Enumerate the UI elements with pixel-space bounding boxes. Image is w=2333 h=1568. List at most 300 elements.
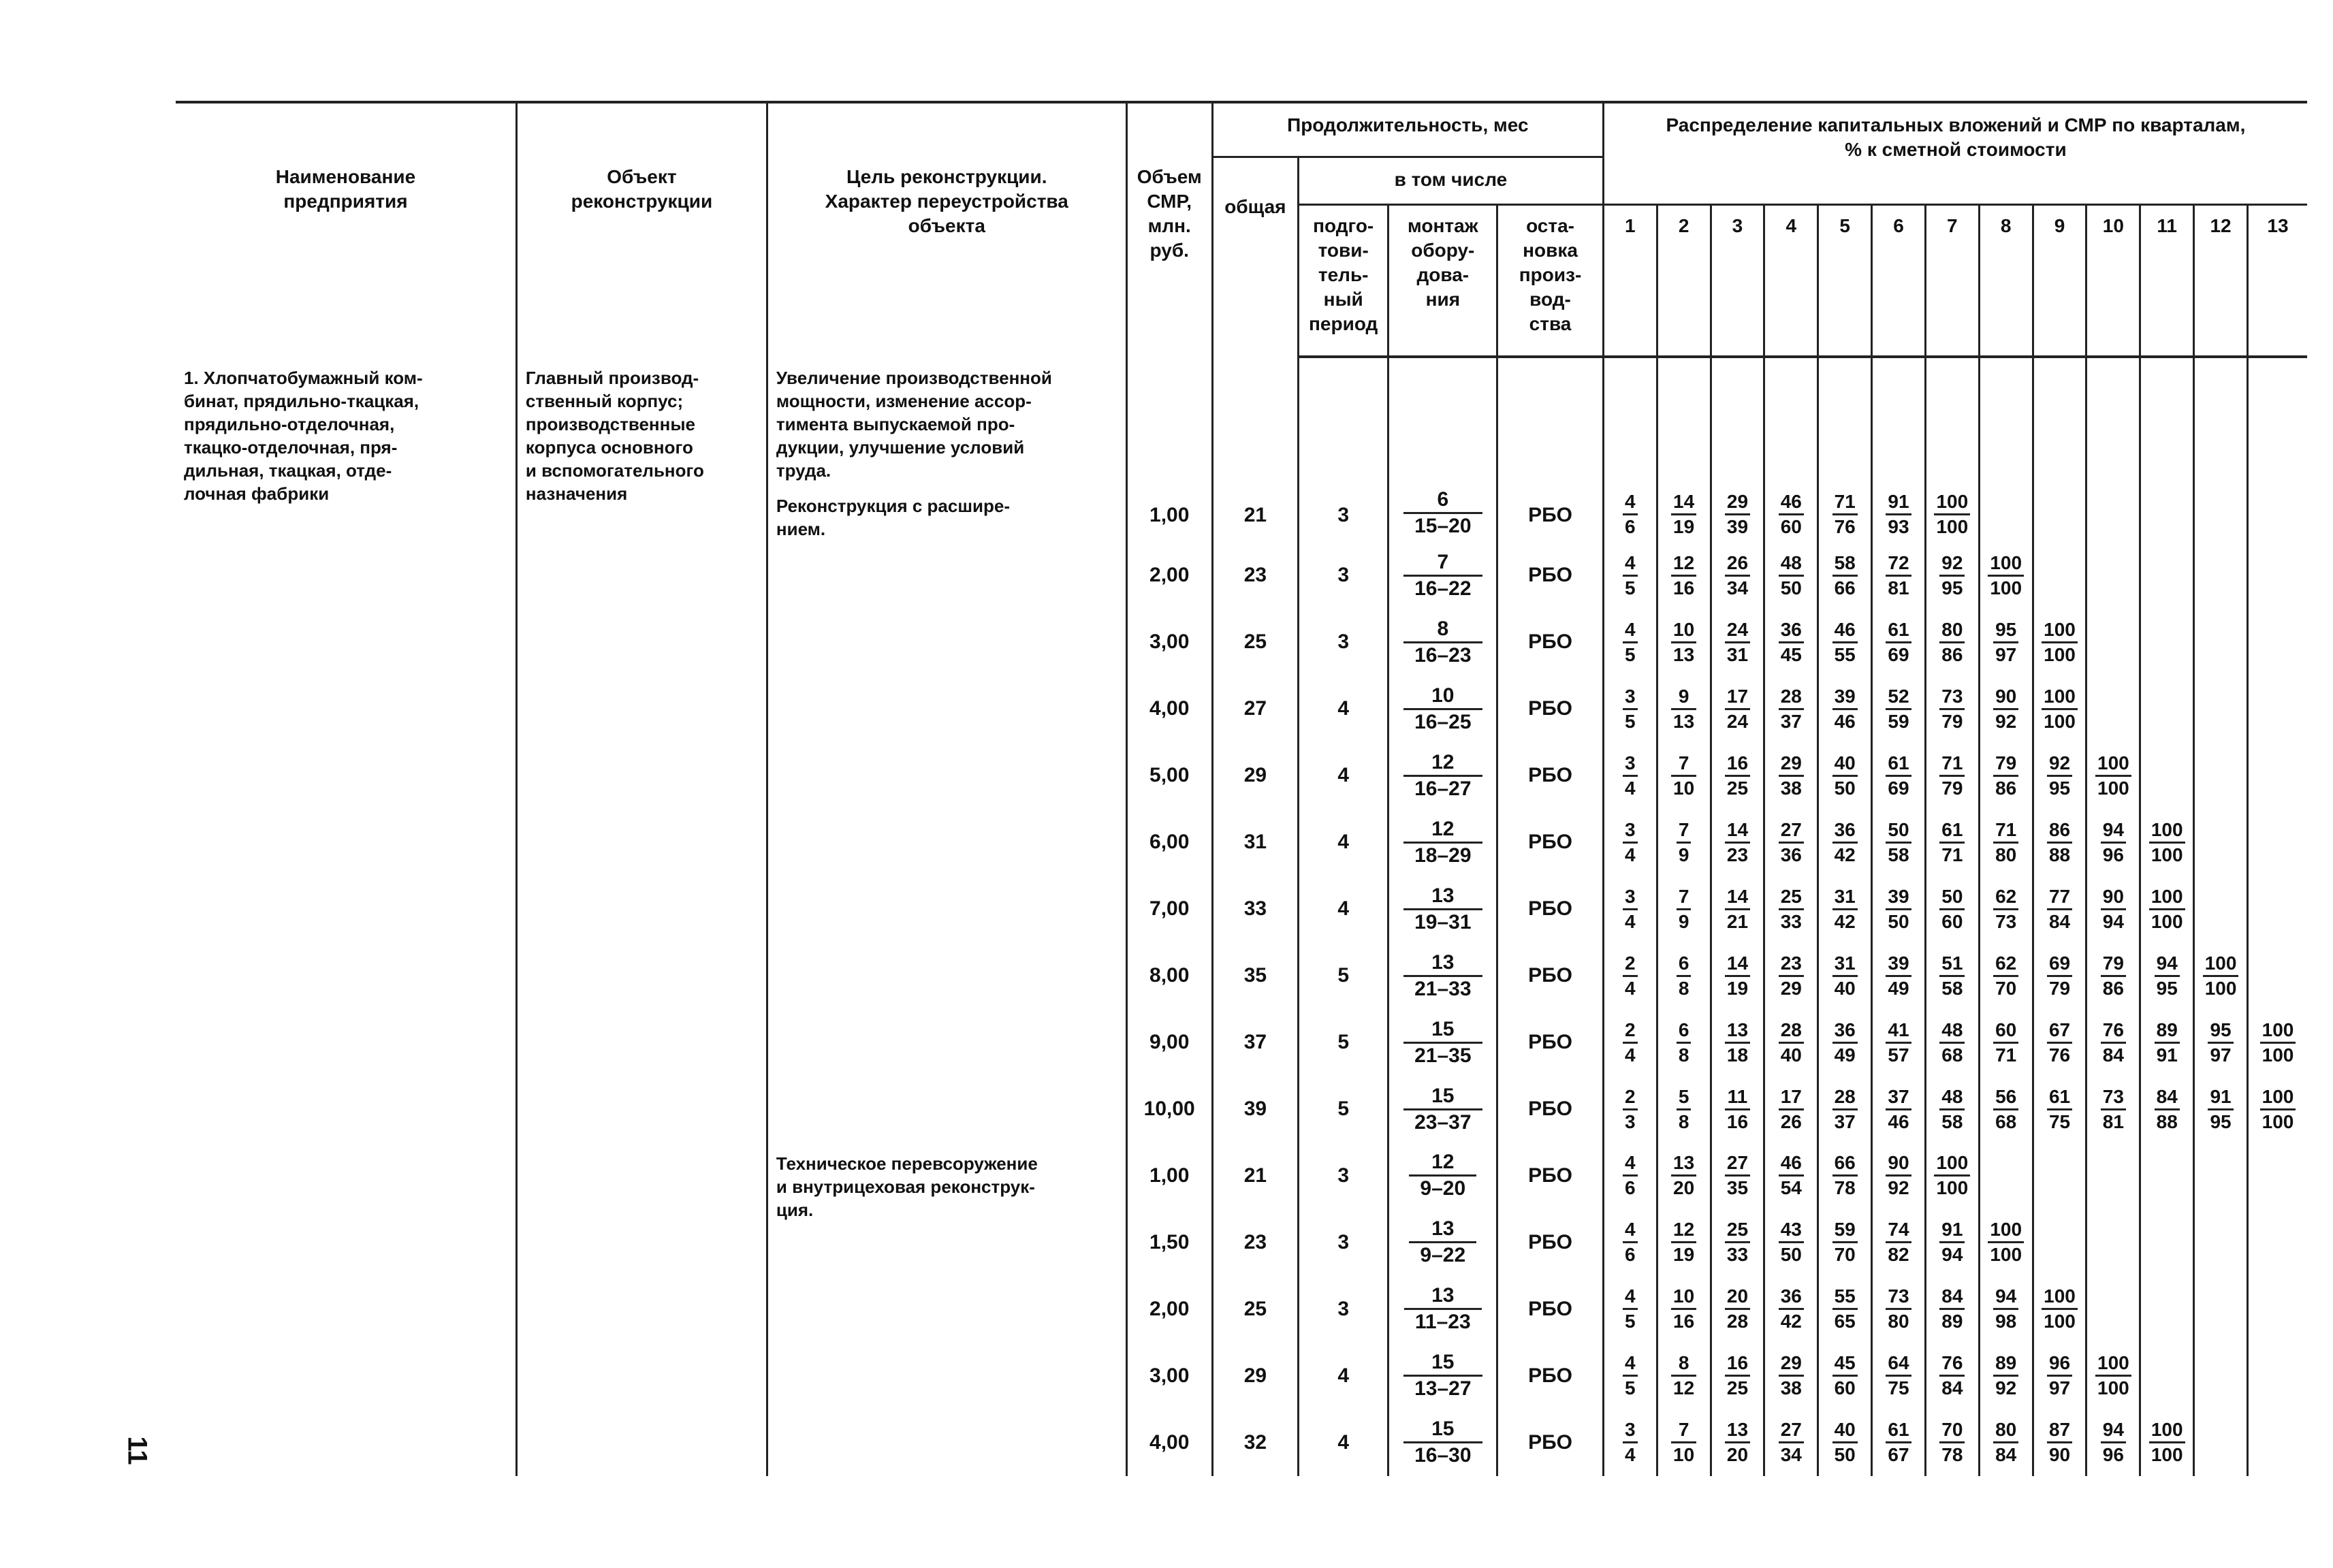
quarter-cell <box>1764 1343 1818 1409</box>
quarter-cell <box>2194 1009 2248 1076</box>
quarter-fraction <box>2047 1021 2072 1065</box>
quarter-fraction-numerator: 14 <box>1671 492 1696 515</box>
quarter-cell <box>2194 609 2248 675</box>
quarter-fraction <box>2047 820 2072 865</box>
quarter-cell <box>1711 542 1764 609</box>
quarter-cell <box>2247 876 2307 942</box>
quarter-cell <box>2086 1343 2140 1409</box>
quarter-cell <box>2033 542 2086 609</box>
quarter-cell <box>2086 942 2140 1009</box>
volume-cell: 3,00 <box>1126 1343 1212 1409</box>
quarter-cell <box>1925 942 1979 1009</box>
quarter-cell <box>1818 1142 1872 1209</box>
quarter-cell <box>2033 742 2086 809</box>
quarter-fraction-denominator: 40 <box>1834 977 1856 999</box>
volume-cell: 4,00 <box>1126 675 1212 742</box>
mount-fraction-denominator: 23–37 <box>1414 1110 1472 1134</box>
quarter-fraction-denominator: 79 <box>2048 977 2071 999</box>
quarter-fraction-numerator: 58 <box>1832 554 1858 577</box>
quarter-cell <box>1979 1343 2033 1409</box>
total-duration-cell: 21 <box>1212 357 1298 542</box>
quarter-cell <box>1603 942 1657 1009</box>
quarter-fraction <box>1623 1087 1638 1132</box>
quarter-fraction-numerator: 17 <box>1725 687 1750 710</box>
prep-period-cell: 4 <box>1298 675 1388 742</box>
quarter-fraction <box>2208 1021 2233 1065</box>
quarter-cell <box>1818 742 1872 809</box>
quarter-fraction-denominator: 84 <box>2048 910 2071 932</box>
data-table <box>176 101 2307 1476</box>
quarter-fraction <box>1779 954 1804 998</box>
quarter-fraction-denominator: 46 <box>1888 1110 1909 1132</box>
quarter-cell <box>2140 942 2194 1009</box>
quarter-cell <box>2194 1076 2248 1142</box>
quarter-cell <box>2194 542 2248 609</box>
quarter-cell <box>1657 876 1711 942</box>
total-duration-cell: 21 <box>1212 1142 1298 1209</box>
quarter-fraction-numerator: 3 <box>1623 887 1638 910</box>
mount-cell <box>1388 742 1497 809</box>
quarter-fraction-denominator: 6 <box>1624 1244 1636 1266</box>
quarter-cell <box>2086 1142 2140 1209</box>
quarter-fraction-denominator: 100 <box>2044 710 2076 732</box>
total-duration-cell: 23 <box>1212 542 1298 609</box>
quarter-cell <box>1603 1276 1657 1343</box>
quarter-cell <box>1764 357 1818 542</box>
quarter-fraction-numerator: 61 <box>1886 620 1911 643</box>
quarter-cell <box>2247 942 2307 1009</box>
quarter-cell <box>1818 609 1872 675</box>
quarter-fraction <box>1623 1220 1638 1264</box>
volume-cell: 8,00 <box>1126 942 1212 1009</box>
quarter-cell <box>2033 942 2086 1009</box>
quarter-fraction-numerator: 28 <box>1832 1087 1858 1110</box>
quarter-fraction <box>1886 887 1911 931</box>
quarter-fraction-denominator: 100 <box>2044 643 2076 665</box>
mount-fraction-numerator: 15 <box>1403 1419 1482 1443</box>
quarter-fraction-denominator: 54 <box>1780 1177 1802 1199</box>
quarter-fraction-denominator: 96 <box>2102 1444 2124 1466</box>
total-duration-cell: 31 <box>1212 809 1298 876</box>
quarter-fraction-numerator: 69 <box>2047 954 2072 977</box>
volume-cell: 1,00 <box>1126 357 1212 542</box>
quarter-fraction-denominator: 93 <box>1888 516 1909 538</box>
prep-period-cell: 4 <box>1298 1343 1388 1409</box>
quarter-fraction-denominator: 92 <box>1995 1377 2017 1399</box>
quarter-cell <box>1925 1409 1979 1476</box>
quarter-cell <box>1603 675 1657 742</box>
quarter-cell <box>1872 1076 1926 1142</box>
quarter-fraction <box>1939 754 1965 798</box>
quarter-fraction-numerator: 16 <box>1725 1354 1750 1377</box>
quarter-cell <box>1764 876 1818 942</box>
total-duration-cell: 37 <box>1212 1009 1298 1076</box>
quarter-cell <box>1872 942 1926 1009</box>
quarter-fraction-denominator: 70 <box>1995 977 2017 999</box>
quarter-cell <box>1872 742 1926 809</box>
prep-period-cell: 3 <box>1298 357 1388 542</box>
quarter-fraction-denominator: 60 <box>1941 910 1963 932</box>
quarter-fraction-numerator: 71 <box>1939 754 1965 777</box>
quarter-cell <box>1603 876 1657 942</box>
quarter-fraction-denominator: 76 <box>2048 1044 2071 1066</box>
quarter-fraction <box>2047 1087 2072 1132</box>
quarter-fraction-denominator: 28 <box>1726 1311 1749 1332</box>
quarter-cell <box>1603 1142 1657 1209</box>
quarter-fraction-numerator: 36 <box>1779 1287 1804 1310</box>
enterprise-name: 1. Хлопчатобумажный ком- бинат, прядильно-ткацкая, прядильно-отделочная, ткацко-отделочная, пря- дильная, ткацкая, отде- лочная фабрики <box>176 357 516 1476</box>
mount-fraction-numerator: 12 <box>1409 1152 1476 1177</box>
quarter-fraction <box>1934 492 1970 537</box>
quarter-cell <box>1979 1076 2033 1142</box>
table-body <box>176 357 2307 1476</box>
header-stop: оста- новка произ- вод- ства <box>1497 204 1604 357</box>
quarter-fraction <box>1623 754 1638 798</box>
quarter-fraction <box>1725 551 1750 598</box>
quarter-cell <box>2247 742 2307 809</box>
quarter-fraction <box>1832 620 1858 665</box>
quarter-fraction-numerator: 61 <box>1886 754 1911 777</box>
quarter-fraction-numerator: 87 <box>2047 1420 2072 1443</box>
quarter-fraction <box>1993 687 2018 731</box>
quarter-fraction <box>1886 1354 1911 1398</box>
quarter-fraction-numerator: 71 <box>1832 492 1858 515</box>
quarter-fraction-numerator: 100 <box>1988 554 2024 577</box>
mount-cell <box>1388 1409 1497 1476</box>
mount-fraction-numerator: 12 <box>1403 819 1482 844</box>
quarter-fraction-denominator: 73 <box>1995 910 2017 932</box>
quarter-fraction <box>1993 754 2018 798</box>
quarter-fraction-denominator: 36 <box>1780 844 1802 865</box>
quarter-fraction <box>1988 551 2024 598</box>
quarter-fraction-numerator: 14 <box>1725 887 1750 910</box>
quarter-fraction-numerator: 7 <box>1677 820 1692 844</box>
quarter-cell <box>1872 675 1926 742</box>
quarter-fraction <box>2149 887 2185 931</box>
quarter-fraction-denominator: 4 <box>1624 777 1636 799</box>
quarter-fraction <box>1939 1220 1965 1264</box>
quarter-fraction-denominator: 37 <box>1834 1110 1856 1132</box>
quarter-fraction <box>1779 551 1804 598</box>
quarter-cell <box>2194 876 2248 942</box>
mount-fraction-denominator: 19–31 <box>1414 910 1472 933</box>
quarter-fraction-numerator: 36 <box>1832 1021 1858 1044</box>
quarter-fraction <box>1939 687 1965 731</box>
quarter-fraction <box>2047 1354 2072 1398</box>
quarter-cell <box>1925 357 1979 542</box>
header-duration: Продолжительность, мес <box>1212 102 1603 157</box>
quarter-fraction-numerator: 100 <box>2149 887 2185 910</box>
mount-fraction-numerator: 13 <box>1404 1285 1482 1310</box>
quarter-fraction-denominator: 23 <box>1726 844 1749 865</box>
quarter-fraction-denominator: 12 <box>1673 1377 1695 1399</box>
quarter-fraction <box>2101 887 2126 931</box>
quarter-cell <box>1979 675 2033 742</box>
quarter-fraction-denominator: 42 <box>1834 844 1856 865</box>
quarter-fraction-denominator: 3 <box>1624 1110 1636 1132</box>
quarter-fraction <box>1623 687 1638 731</box>
quarter-fraction-numerator: 91 <box>1939 1220 1965 1243</box>
quarter-cell <box>1925 809 1979 876</box>
quarter-fraction <box>1886 1220 1911 1264</box>
quarter-fraction-numerator: 50 <box>1939 887 1965 910</box>
quarter-cell <box>1657 1343 1711 1409</box>
quarter-fraction-denominator: 40 <box>1780 1044 1802 1066</box>
quarter-fraction-numerator: 3 <box>1623 1420 1638 1443</box>
quarter-fraction-numerator: 23 <box>1779 954 1804 977</box>
quarter-fraction <box>1939 1087 1965 1132</box>
quarter-cell <box>2033 1076 2086 1142</box>
quarter-cell <box>1872 1209 1926 1276</box>
quarter-cell <box>2247 1076 2307 1142</box>
mount-cell <box>1388 876 1497 942</box>
quarter-fraction <box>1779 687 1804 731</box>
quarter-cell <box>1711 742 1764 809</box>
quarter-fraction-numerator: 90 <box>1886 1153 1911 1177</box>
header-quarter: 5 <box>1818 204 1872 357</box>
quarter-fraction-numerator: 13 <box>1671 1153 1696 1177</box>
quarter-fraction-numerator: 100 <box>2042 687 2078 710</box>
mount-fraction-numerator: 15 <box>1403 1086 1482 1110</box>
quarter-fraction <box>1993 620 2018 665</box>
quarter-fraction <box>1886 1287 1911 1331</box>
quarter-cell <box>1764 675 1818 742</box>
quarter-cell <box>1818 1276 1872 1343</box>
quarter-fraction <box>1779 887 1804 931</box>
quarter-fraction-numerator: 25 <box>1779 887 1804 910</box>
quarter-fraction-denominator: 58 <box>1941 977 1963 999</box>
quarter-fraction-denominator: 20 <box>1726 1444 1749 1466</box>
quarter-fraction-denominator: 95 <box>2048 777 2071 799</box>
quarter-fraction-numerator: 90 <box>1993 687 2018 710</box>
quarter-cell <box>1872 1343 1926 1409</box>
quarter-cell <box>2140 876 2194 942</box>
quarter-cell <box>2194 942 2248 1009</box>
quarter-cell <box>2086 1209 2140 1276</box>
quarter-fraction <box>1671 754 1696 798</box>
quarter-cell <box>2033 609 2086 675</box>
quarter-cell <box>2140 357 2194 542</box>
mount-cell <box>1388 1276 1497 1343</box>
quarter-cell <box>1925 1009 1979 1076</box>
quarter-fraction-denominator: 84 <box>1995 1444 2017 1466</box>
quarter-fraction-denominator: 58 <box>1941 1110 1963 1132</box>
quarter-fraction <box>1677 1087 1692 1132</box>
quarter-fraction-numerator: 9 <box>1671 687 1696 710</box>
total-duration-cell: 39 <box>1212 1076 1298 1142</box>
quarter-fraction-denominator: 100 <box>1936 1177 1969 1199</box>
quarter-fraction-numerator: 91 <box>1886 492 1911 515</box>
stop-cell: РБО <box>1497 1409 1604 1476</box>
header-quarter: 3 <box>1711 204 1764 357</box>
quarter-fraction-denominator: 4 <box>1624 844 1636 865</box>
quarter-fraction-numerator: 56 <box>1993 1087 2018 1110</box>
mount-fraction <box>1403 1419 1482 1466</box>
quarter-fraction-denominator: 92 <box>1888 1177 1909 1199</box>
quarter-fraction <box>1671 1354 1696 1398</box>
quarter-fraction-denominator: 5 <box>1624 643 1636 665</box>
quarter-fraction-numerator: 7 <box>1671 754 1696 777</box>
goal-cell-1 <box>767 357 1126 1142</box>
quarter-fraction-denominator: 100 <box>2261 1044 2294 1066</box>
quarter-fraction-numerator: 10 <box>1671 620 1696 643</box>
quarter-cell <box>1657 1209 1711 1276</box>
quarter-cell <box>1818 1409 1872 1476</box>
quarter-fraction <box>2047 754 2072 798</box>
quarter-fraction-denominator: 75 <box>1888 1377 1909 1399</box>
quarter-cell <box>2194 1209 2248 1276</box>
quarter-fraction <box>2155 1021 2180 1065</box>
quarter-fraction-denominator: 42 <box>1780 1311 1802 1332</box>
quarter-fraction-denominator: 92 <box>1995 710 2017 732</box>
quarter-cell <box>1818 675 1872 742</box>
quarter-fraction-numerator: 43 <box>1779 1220 1804 1243</box>
quarter-cell <box>2194 742 2248 809</box>
quarter-cell <box>1818 357 1872 542</box>
quarter-fraction <box>1623 551 1638 598</box>
prep-period-cell: 5 <box>1298 942 1388 1009</box>
stop-cell: РБО <box>1497 809 1604 876</box>
quarter-cell <box>2194 1409 2248 1476</box>
quarter-fraction-numerator: 61 <box>1939 820 1965 844</box>
header-quarter: 13 <box>2247 204 2307 357</box>
total-duration-cell: 25 <box>1212 609 1298 675</box>
quarter-fraction-denominator: 34 <box>1726 577 1749 598</box>
mount-fraction <box>1403 686 1482 733</box>
quarter-fraction-numerator: 100 <box>1934 1153 1970 1177</box>
quarter-cell <box>2194 357 2248 542</box>
volume-cell: 3,00 <box>1126 609 1212 675</box>
quarter-fraction-denominator: 94 <box>2102 910 2124 932</box>
quarter-fraction-numerator: 86 <box>2047 820 2072 844</box>
quarter-fraction <box>1886 687 1911 731</box>
quarter-fraction-denominator: 4 <box>1624 1044 1636 1066</box>
total-duration-cell: 29 <box>1212 742 1298 809</box>
quarter-fraction-denominator: 100 <box>1936 516 1969 538</box>
group-label-retrofit: Техническое перевсоружение и внутрицеховая реконструк- ция. <box>767 1142 1126 1476</box>
quarter-fraction <box>1725 1354 1750 1398</box>
quarter-fraction-numerator: 29 <box>1725 492 1750 515</box>
quarter-fraction-numerator: 3 <box>1623 687 1638 710</box>
quarter-fraction-denominator: 89 <box>1941 1311 1963 1332</box>
quarter-fraction-numerator: 79 <box>2101 954 2126 977</box>
quarter-fraction-denominator: 46 <box>1834 710 1856 732</box>
header-quarter: 12 <box>2194 204 2248 357</box>
total-duration-cell: 25 <box>1212 1276 1298 1343</box>
quarter-cell <box>2140 1209 2194 1276</box>
mount-fraction-denominator: 21–33 <box>1414 977 1472 1000</box>
mount-fraction <box>1403 886 1482 933</box>
header-quarter: 1 <box>1603 204 1657 357</box>
quarter-cell <box>1872 876 1926 942</box>
quarter-fraction-numerator: 48 <box>1939 1087 1965 1110</box>
quarter-cell <box>1711 876 1764 942</box>
quarter-fraction <box>2260 1087 2296 1132</box>
quarter-fraction-numerator: 4 <box>1623 554 1638 577</box>
quarter-fraction-denominator: 4 <box>1624 910 1636 932</box>
quarter-fraction <box>2095 1354 2131 1398</box>
quarter-cell <box>1711 1009 1764 1076</box>
mount-cell <box>1388 609 1497 675</box>
quarter-fraction <box>1832 492 1858 537</box>
quarter-fraction <box>2208 1087 2233 1132</box>
quarter-fraction <box>1832 1021 1858 1065</box>
quarter-fraction-numerator: 89 <box>1993 1354 2018 1377</box>
mount-fraction-numerator: 7 <box>1403 552 1482 577</box>
quarter-fraction <box>1779 1287 1804 1331</box>
quarter-cell <box>1603 1009 1657 1076</box>
quarter-fraction-numerator: 3 <box>1623 820 1638 844</box>
quarter-fraction <box>1623 1287 1638 1331</box>
quarter-fraction-denominator: 35 <box>1726 1177 1749 1199</box>
quarter-fraction-numerator: 92 <box>1939 554 1965 577</box>
quarter-cell <box>1872 1409 1926 1476</box>
quarter-fraction-numerator: 100 <box>2095 754 2131 777</box>
quarter-fraction-denominator: 97 <box>2048 1377 2071 1399</box>
quarter-cell <box>1872 1142 1926 1209</box>
quarter-fraction <box>1671 1153 1696 1198</box>
quarter-fraction <box>1623 1153 1638 1198</box>
quarter-fraction <box>2047 1420 2072 1465</box>
quarter-fraction-numerator: 41 <box>1886 1021 1911 1044</box>
quarter-fraction-denominator: 20 <box>1673 1177 1695 1199</box>
quarter-fraction-numerator: 4 <box>1623 1220 1638 1243</box>
quarter-cell <box>1657 357 1711 542</box>
quarter-fraction <box>2155 1087 2180 1132</box>
mount-cell <box>1388 1076 1497 1142</box>
quarter-cell <box>1711 809 1764 876</box>
quarter-cell <box>2033 876 2086 942</box>
quarter-fraction-denominator: 55 <box>1834 643 1856 665</box>
quarter-cell <box>1603 1409 1657 1476</box>
header-object: Объект реконструкции <box>516 102 767 357</box>
quarter-fraction <box>1993 887 2018 931</box>
quarter-fraction-numerator: 72 <box>1886 554 1911 577</box>
quarter-fraction-denominator: 86 <box>1941 643 1963 665</box>
quarter-fraction <box>1886 1021 1911 1065</box>
quarter-fraction-denominator: 76 <box>1834 516 1856 538</box>
quarter-fraction <box>1671 1220 1696 1264</box>
quarter-fraction-denominator: 95 <box>2156 977 2178 999</box>
quarter-cell <box>2140 1276 2194 1343</box>
quarter-cell <box>2194 1142 2248 1209</box>
quarter-cell <box>1711 1276 1764 1343</box>
quarter-fraction-numerator: 100 <box>2203 954 2239 977</box>
quarter-fraction-denominator: 13 <box>1673 643 1695 665</box>
volume-cell: 6,00 <box>1126 809 1212 876</box>
quarter-fraction-denominator: 9 <box>1678 844 1689 865</box>
quarter-fraction-numerator: 100 <box>1934 492 1970 515</box>
mount-fraction <box>1403 752 1482 799</box>
quarter-fraction-denominator: 8 <box>1678 977 1689 999</box>
quarter-fraction-denominator: 84 <box>2102 1044 2124 1066</box>
quarter-cell <box>1979 542 2033 609</box>
quarter-fraction-denominator: 100 <box>2097 777 2129 799</box>
quarter-fraction-numerator: 52 <box>1886 687 1911 710</box>
quarter-fraction-numerator: 94 <box>2101 1420 2126 1443</box>
mount-fraction-denominator: 15–20 <box>1414 515 1472 538</box>
quarter-fraction <box>2101 1420 2126 1465</box>
quarter-fraction-denominator: 75 <box>2048 1110 2071 1132</box>
header-volume: Объем СМР, млн. руб. <box>1126 102 1212 357</box>
quarter-cell <box>1872 357 1926 542</box>
quarter-fraction <box>1623 1420 1638 1465</box>
quarter-fraction <box>2095 754 2131 798</box>
quarter-fraction-denominator: 100 <box>2261 1110 2294 1132</box>
quarter-cell <box>2033 1009 2086 1076</box>
mount-fraction-numerator: 15 <box>1403 1352 1482 1377</box>
quarter-fraction-numerator: 74 <box>1886 1220 1911 1243</box>
